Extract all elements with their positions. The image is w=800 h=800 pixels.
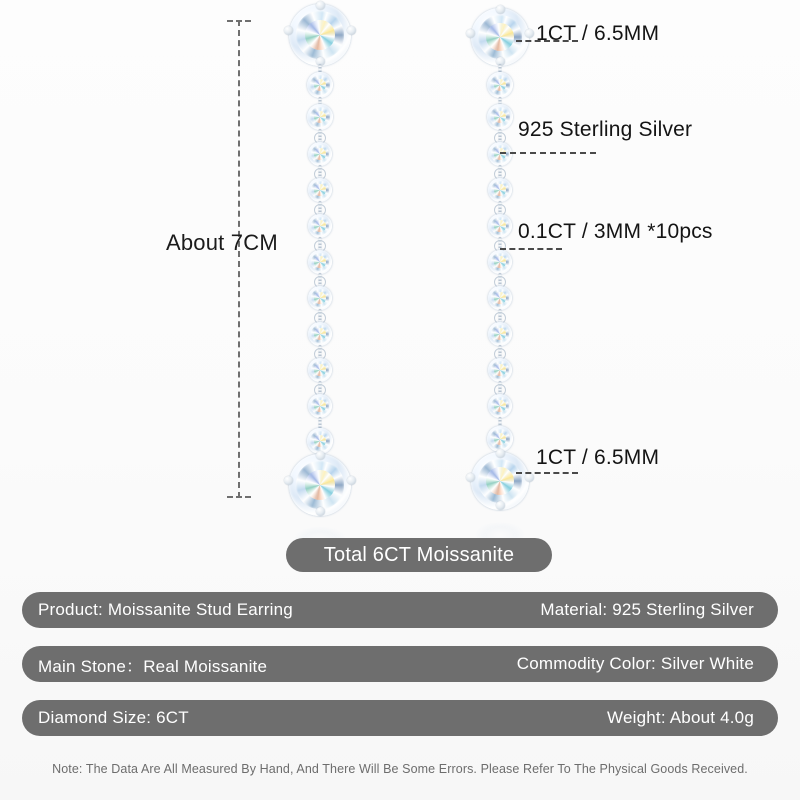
prong-icon (466, 29, 475, 38)
accent-stone (488, 250, 512, 274)
spec-table (22, 592, 778, 754)
length-label: About 7CM (166, 230, 278, 255)
table-row (22, 646, 778, 682)
accent-stone (487, 104, 513, 130)
prong-icon (316, 507, 325, 516)
measure-cap-bottom (227, 496, 251, 498)
prong-icon (525, 473, 534, 482)
leader-line (500, 248, 562, 250)
accent-stone (308, 286, 332, 310)
spec-weight: Weight: About 4.0g (607, 708, 754, 727)
table-row (22, 700, 778, 736)
prong-icon (284, 26, 293, 35)
accent-stone (308, 322, 332, 346)
spec-main-stone: Main Stone：Real Moissanite (38, 656, 268, 676)
accent-stone (308, 214, 332, 238)
leader-line (516, 472, 578, 474)
callout-text: 925 Sterling Silver (518, 118, 693, 141)
accent-stone (488, 178, 512, 202)
callout-text: 1CT / 6.5MM (536, 446, 660, 469)
accent-stone (308, 358, 332, 382)
prong-icon (496, 5, 505, 14)
prong-icon (496, 501, 505, 510)
accent-stone (307, 72, 333, 98)
prong-icon (316, 451, 325, 460)
prong-icon (347, 26, 356, 35)
prong-icon (525, 29, 534, 38)
accent-stone (488, 214, 512, 238)
prong-icon (316, 1, 325, 10)
accent-stone (308, 394, 332, 418)
accent-stone (308, 142, 332, 166)
table-row (22, 592, 778, 628)
spec-diamond-size: Diamond Size: 6CT (38, 708, 189, 727)
leader-line (500, 152, 596, 154)
prong-icon (466, 473, 475, 482)
accent-stone (488, 322, 512, 346)
spec-material: Material: 925 Sterling Silver (540, 600, 754, 619)
spec-commodity-color: Commodity Color: Silver White (516, 654, 754, 673)
accent-stone (488, 394, 512, 418)
accent-stone (488, 286, 512, 310)
accent-stone (308, 250, 332, 274)
accent-stone (308, 178, 332, 202)
measure-line (238, 20, 240, 498)
accent-stone (487, 72, 513, 98)
accent-stone (488, 142, 512, 166)
prong-icon (284, 476, 293, 485)
callout-text: 1CT / 6.5MM (536, 22, 660, 45)
spec-product: Product: Moissanite Stud Earring (38, 600, 293, 619)
prong-icon (496, 449, 505, 458)
accent-stone (488, 358, 512, 382)
prong-icon (347, 476, 356, 485)
accent-stone (307, 104, 333, 130)
callout-text: 0.1CT / 3MM *10pcs (518, 220, 713, 243)
length-measure-bracket (228, 20, 252, 498)
footer-note: Note: The Data Are All Measured By Hand, And There Will Be Some Errors. Please Refer To The Physical Goods Received. (52, 762, 748, 776)
total-carat-badge: Total 6CT Moissanite (286, 538, 552, 572)
